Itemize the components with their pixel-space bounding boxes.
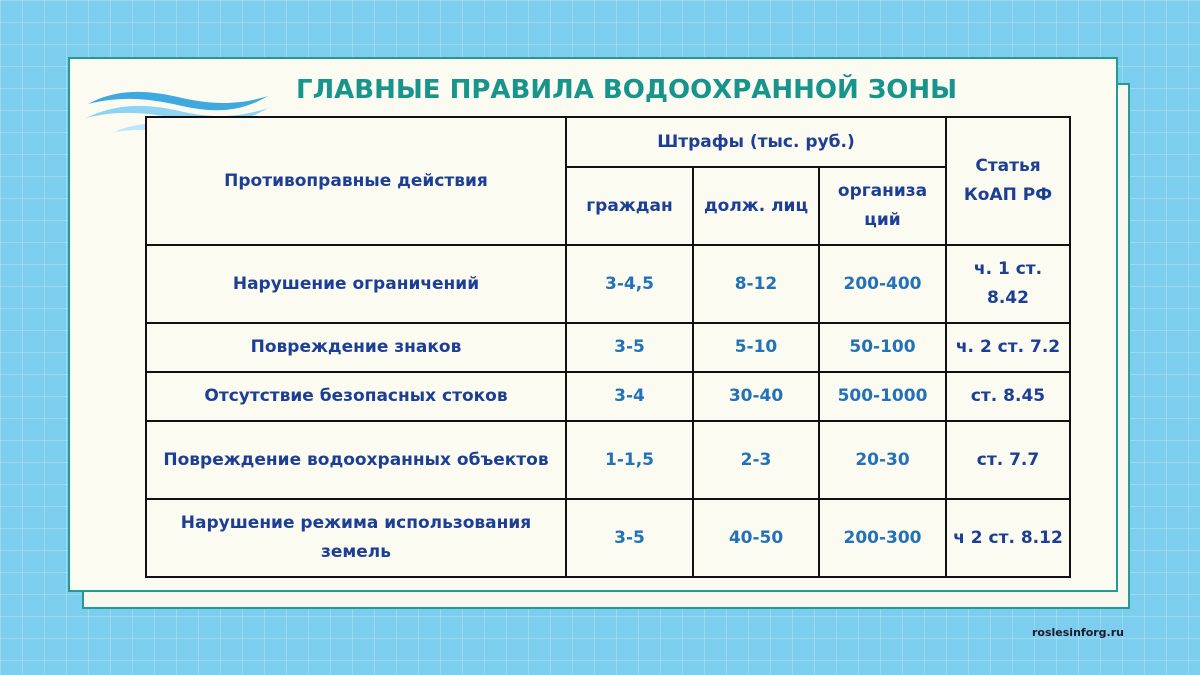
- source-credit: roslesinforg.ru: [1032, 626, 1124, 639]
- header-organizations-line2: ций: [864, 210, 901, 230]
- row-action: Отсутствие безопасных стоков: [146, 372, 566, 421]
- row-officials-fine: 40-50: [693, 499, 819, 577]
- row-article: ч. 2 ст. 7.2: [946, 323, 1070, 372]
- header-article-line2: КоАП РФ: [963, 185, 1053, 205]
- row-officials-fine: 8-12: [693, 245, 819, 323]
- row-article: ст. 7.7: [946, 421, 1070, 499]
- row-citizens-fine: 3-4: [566, 372, 693, 421]
- row-article: [946, 245, 1070, 323]
- row-organizations-fine: 200-400: [819, 245, 946, 323]
- header-article-line1: Статья: [975, 156, 1041, 176]
- row-organizations-fine: 50-100: [819, 323, 946, 372]
- header-article: [946, 117, 1070, 245]
- row-citizens-fine: 1-1,5: [566, 421, 693, 499]
- row-officials-fine: 2-3: [693, 421, 819, 499]
- header-organizations: [819, 167, 946, 245]
- table-row: [146, 323, 1070, 372]
- row-action: Нарушение режима использования земель: [146, 499, 566, 577]
- row-officials-fine: 5-10: [693, 323, 819, 372]
- row-citizens-fine: 3-4,5: [566, 245, 693, 323]
- row-article: ст. 8.45: [946, 372, 1070, 421]
- row-organizations-fine: 500-1000: [819, 372, 946, 421]
- page-title: ГЛАВНЫЕ ПРАВИЛА ВОДООХРАННОЙ ЗОНЫ: [296, 75, 958, 105]
- row-article-line1: ч. 1 ст.: [973, 259, 1043, 279]
- header-citizens: граждан: [566, 167, 693, 245]
- table-row: [146, 245, 1070, 323]
- row-article: ч 2 ст. 8.12: [946, 499, 1070, 577]
- table-row: [146, 421, 1070, 499]
- fines-table: [145, 116, 1071, 578]
- row-organizations-fine: 20-30: [819, 421, 946, 499]
- row-citizens-fine: 3-5: [566, 499, 693, 577]
- row-action: Нарушение ограничений: [146, 245, 566, 323]
- table-row: [146, 499, 1070, 577]
- row-organizations-fine: 200-300: [819, 499, 946, 577]
- header-fines-group: Штрафы (тыс. руб.): [566, 117, 946, 167]
- row-article-line2: 8.42: [987, 288, 1029, 308]
- row-action: Повреждение знаков: [146, 323, 566, 372]
- row-citizens-fine: 3-5: [566, 323, 693, 372]
- header-officials: долж. лиц: [693, 167, 819, 245]
- row-officials-fine: 30-40: [693, 372, 819, 421]
- table-header-row: [146, 117, 1070, 167]
- table-row: [146, 372, 1070, 421]
- header-organizations-line1: организа: [837, 181, 928, 201]
- header-actions: Противоправные действия: [146, 117, 566, 245]
- row-action: Повреждение водоохранных объектов: [146, 421, 566, 499]
